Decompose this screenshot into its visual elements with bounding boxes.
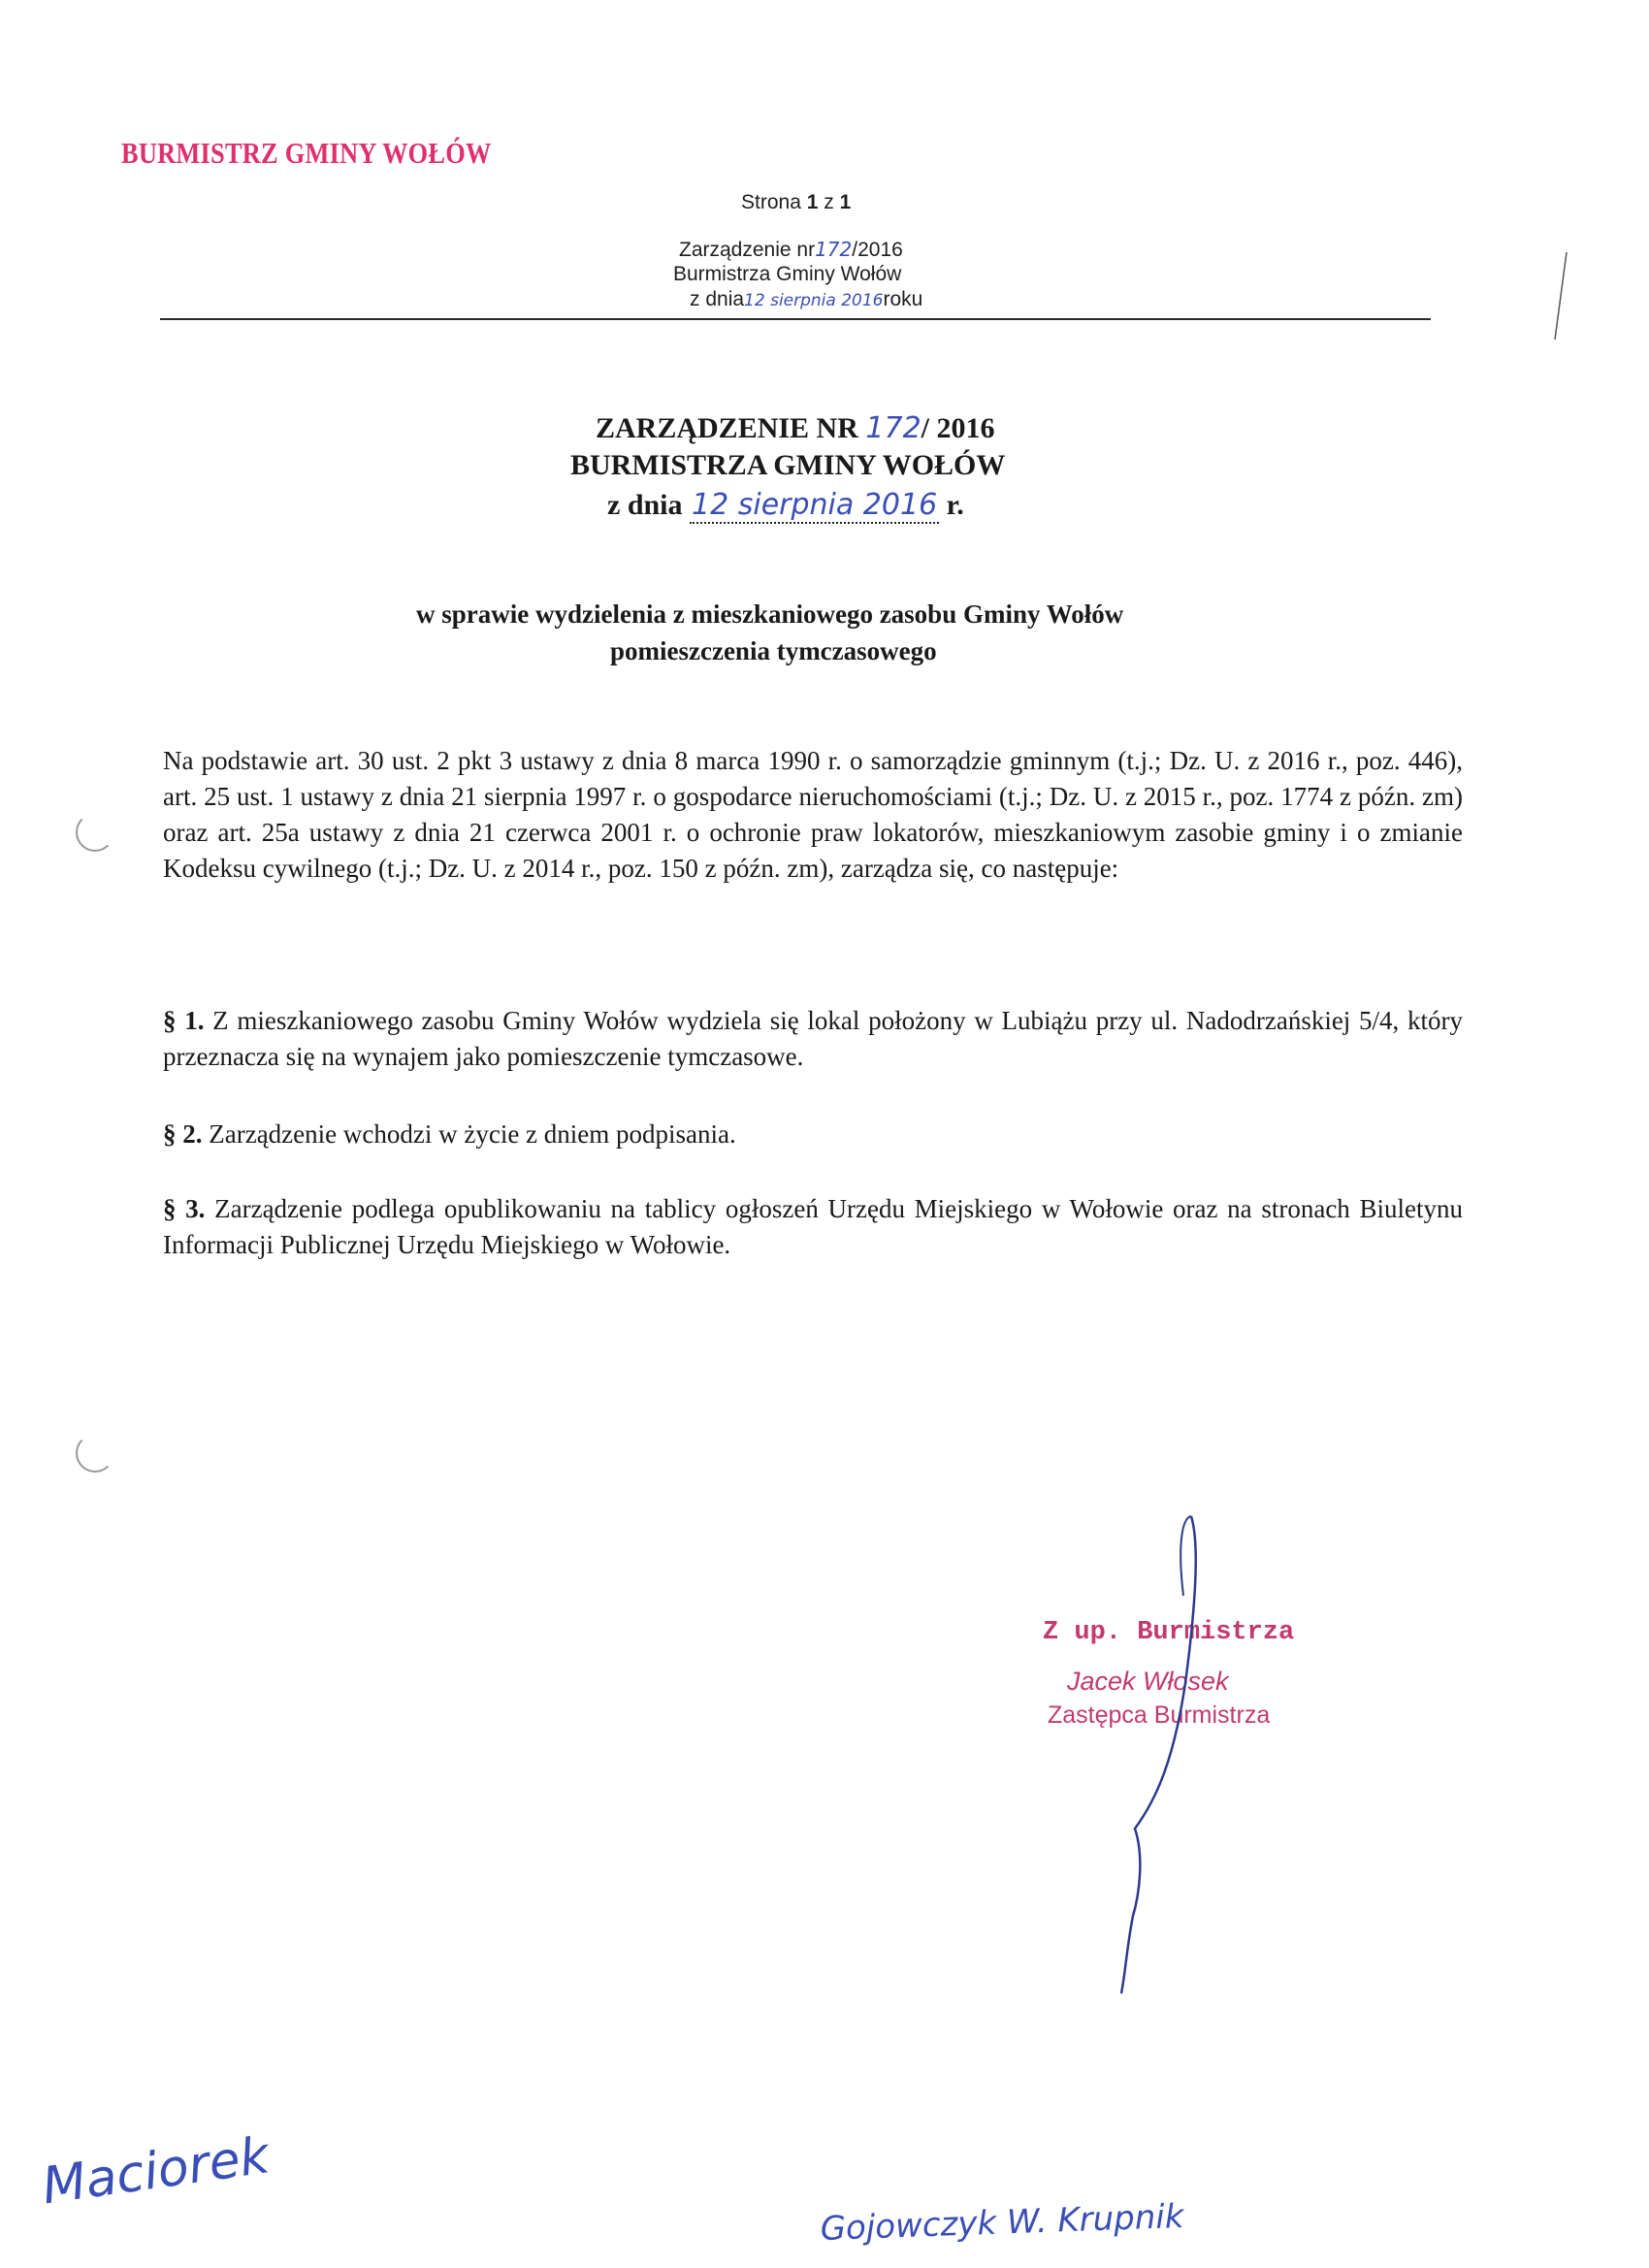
paragraph-1: § 1. Z mieszkaniowego zasobu Gminy Wołów wydziela się lokal położony w Lubiążu przy ul. Nadodrzańskiej 5/4, który przeznacza się na wynajem jako pomieszczenie tymczasowe. bbox=[163, 1006, 1463, 1071]
handwritten-date: 12 sierpnia 2016 bbox=[744, 291, 884, 310]
paragraph-3: § 3. Zarządzenie podlega opublikowaniu na tablicy ogłoszeń Urzędu Miejskiego w Wołowie oraz na stronach Biuletynu Informacji Publicznej Urzędu Miejskiego w Wołowie. bbox=[163, 1194, 1463, 1259]
burmistrz-stamp-header: BURMISTRZ GMINY WOŁÓW bbox=[121, 136, 492, 170]
legal-basis-paragraph: Na podstawie art. 30 ust. 2 pkt 3 ustawy z dnia 8 marca 1990 r. o samorządzie gminnym (t.j.; Dz. U. z 2016 r., poz. 446), art. 25 ust. 1 ustawy z dnia 21 sierpnia 1997 r. o gospodarce nieruchomościami (t.j.; Dz. U. z 2015 r., poz. 1774 z późn. zm) oraz art. 25a ustawy z dnia 21 czerwca 2001 r. o ochronie praw lokatorów, mieszkaniowym zasobie gminy i o zmianie Kodeksu cywilnego (t.j.; Dz. U. z 2014 r., poz. 150 z późn. zm), zarządza się, co następuje: bbox=[163, 746, 1463, 883]
paragraph-number: § 1. bbox=[163, 1006, 205, 1035]
page-counter: Strona 1 z 1 bbox=[741, 191, 852, 213]
document-title: ZARZĄDZENIE NR 172/ 2016 bbox=[596, 411, 995, 445]
subject-line-1: w sprawie wydzielenia z mieszkaniowego zasobu Gminy Wołów bbox=[416, 599, 1124, 629]
handwritten-note-left: Maciorek bbox=[39, 2126, 274, 2217]
signature-stamp-authority: Z up. Burmistrza bbox=[1043, 1618, 1295, 1647]
margin-mark bbox=[1547, 247, 1576, 344]
handwritten-title-date: 12 sierpnia 2016 bbox=[692, 488, 938, 522]
paragraph-number: § 3. bbox=[163, 1194, 206, 1223]
handwritten-note-right: Gojowczyk W. Krupnik bbox=[820, 2196, 1185, 2249]
punch-hole-mark bbox=[76, 813, 114, 852]
paragraph-2: § 2. Zarządzenie wchodzi w życie z dniem podpisania. bbox=[163, 1119, 736, 1149]
signature-stamp-name: Jacek Włosek bbox=[1067, 1667, 1229, 1696]
header-divider bbox=[160, 318, 1431, 320]
handwritten-signature bbox=[1077, 1508, 1212, 2003]
header-order-number: Zarządzenie nr172/2016 bbox=[679, 238, 903, 261]
signature-stamp-position: Zastępca Burmistrza bbox=[1048, 1701, 1271, 1729]
document-issuer: BURMISTRZA GMINY WOŁÓW bbox=[570, 449, 1006, 481]
subject-line-2: pomieszczenia tymczasowego bbox=[610, 636, 937, 665]
header-date: z dnia12 sierpnia 2016roku bbox=[690, 288, 923, 310]
document-date: z dnia 12 sierpnia 2016 r. bbox=[607, 488, 964, 522]
handwritten-title-number: 172 bbox=[865, 411, 922, 445]
handwritten-number: 172 bbox=[815, 238, 853, 261]
paragraph-number: § 2. bbox=[163, 1119, 203, 1149]
header-issuer: Burmistrza Gminy Wołów bbox=[673, 263, 902, 285]
punch-hole-mark bbox=[76, 1434, 114, 1473]
